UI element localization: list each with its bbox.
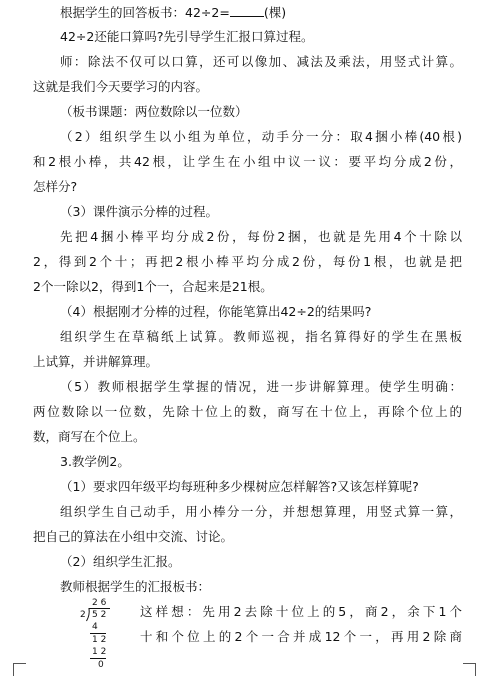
text-line-13: （4）根据刚才分棒的过程，你能笔算出42÷2的结果吗?	[60, 304, 372, 319]
text-line-12: 2个一除以2，得到1个一，合起来是21根。	[33, 279, 273, 294]
text-line-24: 教师根据学生的汇报板书：	[60, 579, 211, 594]
text-line-1-post: (棵)	[263, 5, 287, 20]
page-corner-mark-right	[463, 663, 476, 676]
division-dividend: 5 2	[92, 610, 107, 620]
division-quotient: 2 6	[92, 598, 107, 608]
page-corner-mark-left	[13, 663, 26, 676]
text-line-11: 2，得到2个十；再把2根小棒平均分成2份，每份1根，也就是把	[33, 254, 462, 269]
division-divisor: 2	[80, 610, 86, 620]
text-line-1-pre: 根据学生的回答板书：42÷2=	[60, 5, 230, 20]
text-line-14: 组织学生在草稿纸上试算。教师巡视，指名算得好的学生在黑板	[60, 329, 462, 344]
text-line-18: 数，商写在个位上。	[33, 429, 146, 444]
division-rule-2	[90, 658, 106, 659]
text-line-9: （3）课件演示分棒的过程。	[60, 204, 218, 219]
text-line-15: 上试算，并讲解算理。	[33, 354, 159, 369]
text-line-16: （5）教师根据学生掌握的情况，进一步讲解算理。使学生明确：	[60, 379, 462, 394]
division-step-1: 4	[92, 622, 98, 632]
answer-blank	[230, 4, 264, 17]
text-line-23: （2）组织学生汇报。	[60, 554, 181, 569]
text-line-7: 和2根小棒，共42根，让学生在小组中议一议：要平均分成2份，	[33, 154, 462, 169]
text-line-6: （2）组织学生以小组为单位，动手分一分：取4捆小棒(40根)	[60, 129, 462, 144]
text-line-17: 两位数除以一位数，先除十位上的数，商写在十位上，再除个位上的	[33, 404, 462, 419]
text-line-2: 42÷2还能口算吗?先引导学生汇报口算过程。	[60, 29, 314, 44]
text-line-1	[60, 4, 286, 21]
text-line-26: 十和个位上的2个一合并成12个一，再用2除商	[140, 629, 462, 644]
division-step-2: 1 2	[92, 635, 107, 645]
division-step-3: 1 2	[92, 647, 107, 657]
text-line-22: 把自己的算法在小组中交流、讨论。	[33, 529, 234, 544]
text-line-25: 这样想：先用2去除十位上的5，商2，余下1个	[140, 604, 462, 619]
text-line-8: 怎样分?	[33, 179, 78, 194]
text-line-20: （1）要求四年级平均每班种多少棵树应怎样解答?又该怎样算呢?	[60, 479, 419, 494]
text-line-5: （板书课题：两位数除以一位数）	[60, 104, 248, 119]
text-line-19: 3.教学例2。	[60, 454, 130, 469]
long-division	[80, 598, 128, 674]
text-line-10: 先把4捆小棒平均分成2份，每份2捆，也就是先用4个十除以	[60, 229, 462, 244]
text-line-21: 组织学生自己动手，用小棒分一分，并想想算理，用竖式算一算，	[60, 504, 462, 519]
text-line-3: 师：除法不仅可以口算，还可以像加、减法及乘法，用竖式计算。	[60, 54, 462, 69]
division-rule-1	[90, 633, 106, 634]
text-line-4: 这就是我们今天要学习的内容。	[33, 79, 209, 94]
division-remainder: 0	[98, 660, 104, 670]
